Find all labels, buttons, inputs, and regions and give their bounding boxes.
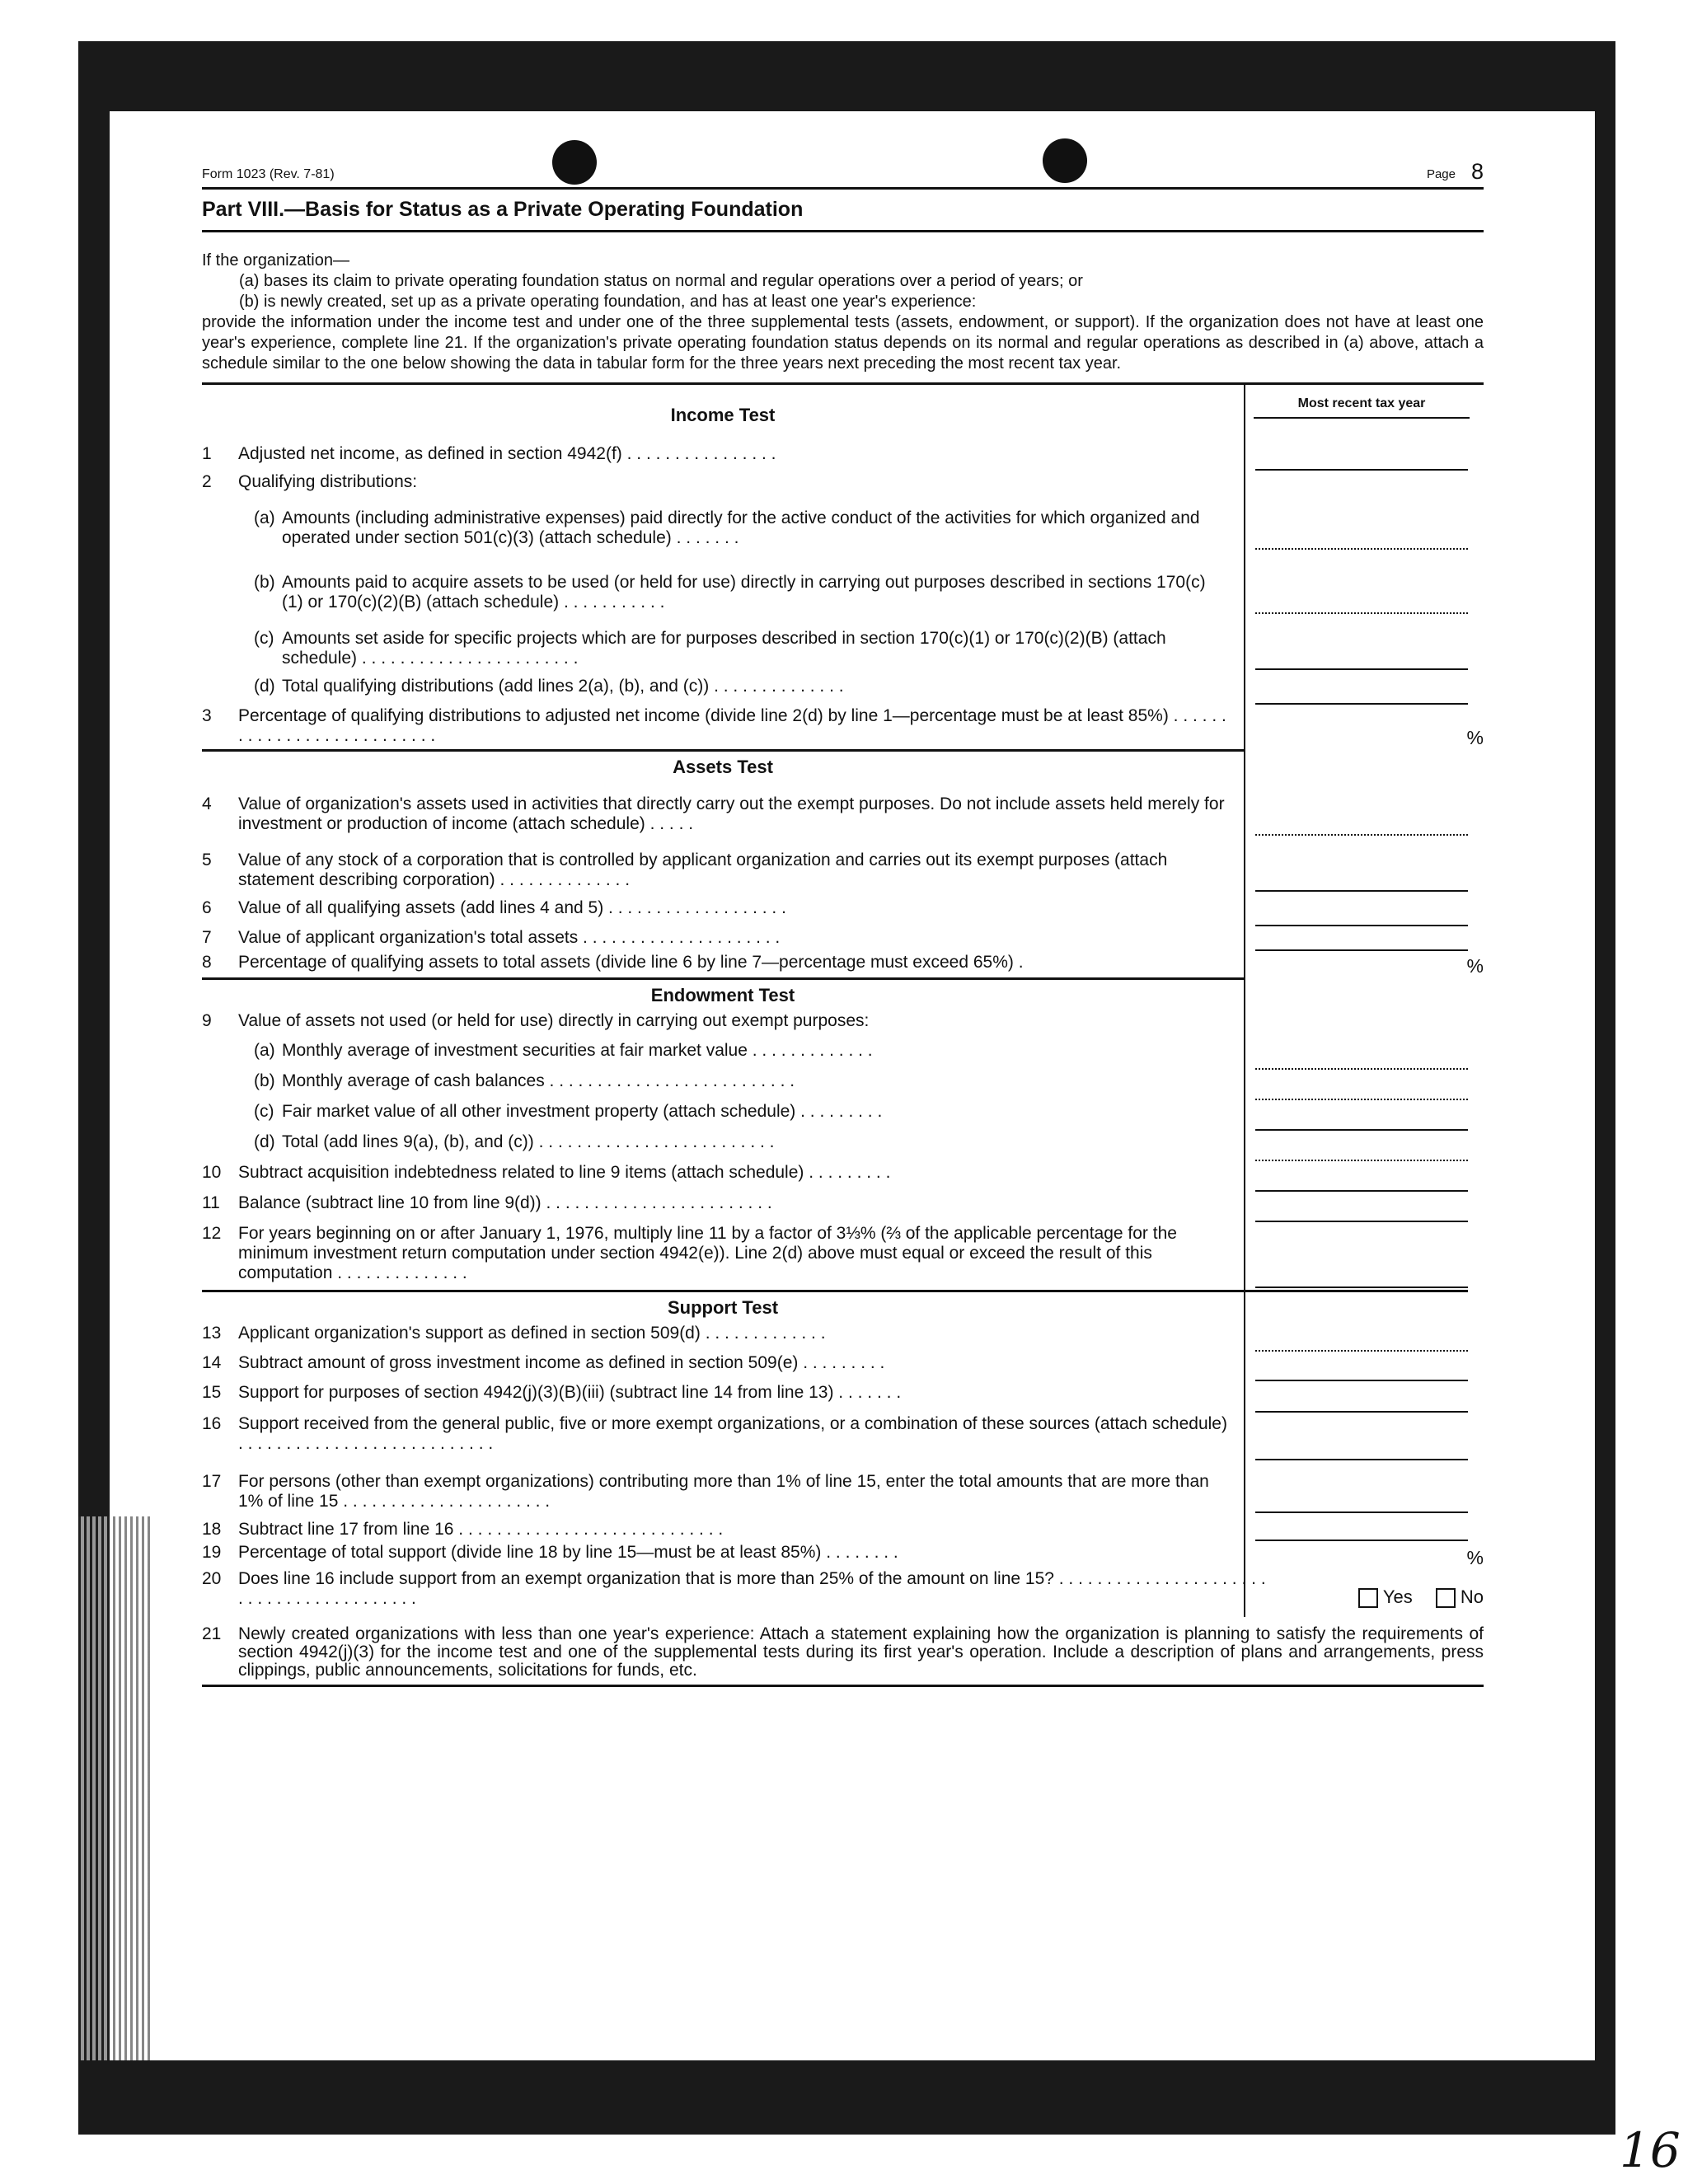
line-8-percent: % (1466, 955, 1484, 977)
line-15-text: Support for purposes of section 4942(j)(3)(B)(iii) (subtract line 14 from line 13) . . . . . . . (238, 1383, 902, 1402)
line-number: 12 (202, 1224, 222, 1243)
intro-lead: If the organization— (202, 251, 349, 269)
sub-label: (b) (254, 1071, 275, 1090)
line-7-text: Value of applicant organization's total assets . . . . . . . . . . . . . . . . . . . . . (238, 928, 781, 947)
line-10-amount-field[interactable] (1255, 1174, 1468, 1192)
no-label: No (1460, 1586, 1484, 1607)
line-4 (202, 794, 1484, 851)
line-14 (202, 1353, 1484, 1383)
line-17 (202, 1472, 1484, 1520)
tests-table (202, 382, 1484, 1617)
line-13 (202, 1324, 1484, 1353)
line-2b-text: Amounts paid to acquire assets to be used (or held for use) directly in carrying out purposes described in sections 170(c)(1) or 170(c)(2)(B) (attach schedule) . . . . . . . . . . . (282, 573, 1206, 612)
page-label: Page (1426, 167, 1456, 181)
sub-label: (a) (254, 1041, 275, 1060)
line-2a-text: Amounts (including administrative expenses) paid directly for the active conduct of the activities for which organized and operated under section 501(c)(3) (attach schedule) . . . . . . . (282, 509, 1200, 547)
intro-body: provide the information under the income test and under one of the three supplemental tests (assets, endowment, or support). If the organization does not have at least one year's experience, complete line 21. If the organization's private operating foundation status depends on its normal and regular operations as described in (a) above, attach a schedule similar to the one below showing the data in tabular form for the three years next preceding the most recent tax year. (202, 313, 1484, 373)
intro-b: (b) is newly created, set up as a private operating foundation, and has at least one year's experience: (239, 293, 977, 311)
line-2-text: Qualifying distributions: (238, 472, 418, 491)
line-7 (202, 928, 1484, 953)
line-number: 7 (202, 928, 212, 947)
form-id: Form 1023 (Rev. 7-81) (202, 167, 335, 181)
line-14-amount-field[interactable] (1255, 1363, 1468, 1381)
sub-label: (c) (254, 629, 274, 648)
income-test-heading: Income Test (670, 405, 776, 425)
line-number: 19 (202, 1543, 222, 1562)
line-9d (202, 1132, 1484, 1163)
line-8 (202, 953, 1484, 977)
line-10 (202, 1163, 1484, 1193)
yes-checkbox[interactable] (1358, 1588, 1378, 1608)
line-11-text: Balance (subtract line 10 from line 9(d)) . . . . . . . . . . . . . . . . . . . . . . . . (238, 1193, 772, 1212)
line-9a-amount-field[interactable] (1255, 1052, 1468, 1070)
form-page (202, 152, 1484, 1687)
line-15 (202, 1383, 1484, 1414)
line-6-amount-field[interactable] (1255, 908, 1468, 926)
line-9b (202, 1071, 1484, 1102)
line-number: 13 (202, 1324, 222, 1343)
line-number: 14 (202, 1353, 222, 1372)
line-9b-text: Monthly average of cash balances . . . . . . . . . . . . . . . . . . . . . . . . . . (282, 1071, 795, 1090)
line-9-text: Value of assets not used (or held for use) directly in carrying out exempt purposes: (238, 1011, 870, 1030)
line-15-amount-field[interactable] (1255, 1394, 1468, 1413)
line-2d (202, 677, 1484, 706)
line-2 (202, 472, 1484, 509)
line-21 (202, 1625, 1484, 1687)
sub-label: (c) (254, 1102, 274, 1121)
line-11-amount-field[interactable] (1255, 1204, 1468, 1222)
line-4-text: Value of organization's assets used in activities that directly carry out the exempt purposes. Do not include assets held merely for investment or production of income (attach schedule) . . . . . (238, 794, 1225, 833)
line-9c-text: Fair market value of all other investment property (attach schedule) . . . . . . . . . (282, 1102, 883, 1121)
scan-border-top (82, 41, 1607, 111)
line-number: 3 (202, 706, 212, 725)
line-16 (202, 1414, 1484, 1472)
line-19 (202, 1543, 1484, 1569)
line-3-percent: % (1466, 727, 1484, 748)
line-5 (202, 851, 1484, 898)
line-17-amount-field[interactable] (1255, 1495, 1468, 1513)
line-18 (202, 1520, 1484, 1543)
line-19-text: Percentage of total support (divide line 18 by line 15—must be at least 85%) . . . . . . . . (238, 1543, 898, 1562)
line-number: 9 (202, 1011, 212, 1030)
line-6-text: Value of all qualifying assets (add lines 4 and 5) . . . . . . . . . . . . . . . . . . . (238, 898, 786, 917)
sub-label: (d) (254, 1132, 275, 1151)
line-number: 8 (202, 953, 212, 972)
line-12-text: For years beginning on or after January 1, 1976, multiply line 11 by a factor of 3⅓% (⅔ of the applicable percentage for the minimum investment return computation under section 4942(e)). Line 2(d) above must equal or exceed the result of this computation . . . . . . . . . . . . . . (238, 1224, 1177, 1282)
sub-label: (d) (254, 677, 275, 696)
line-9a-text: Monthly average of investment securities at fair market value . . . . . . . . . . . . . (282, 1041, 873, 1060)
line-6 (202, 898, 1484, 928)
line-number: 21 (202, 1624, 222, 1643)
line-9c-amount-field[interactable] (1255, 1113, 1468, 1131)
line-12-amount-field[interactable] (1255, 1270, 1468, 1288)
scan-noise-left (78, 1516, 152, 2060)
line-number: 15 (202, 1383, 222, 1402)
line-number: 11 (202, 1193, 220, 1212)
line-20 (202, 1569, 1484, 1617)
line-10-text: Subtract acquisition indebtedness related to line 9 items (attach schedule) . . . . . . . . . (238, 1163, 891, 1182)
line-number: 4 (202, 794, 212, 813)
yes-label: Yes (1382, 1586, 1413, 1607)
line-2d-text: Total qualifying distributions (add lines 2(a), (b), and (c)) . . . . . . . . . . . . . . (282, 677, 844, 696)
line-12 (202, 1224, 1484, 1290)
line-number: 16 (202, 1414, 222, 1433)
handwritten-page-mark: 16 (1620, 2122, 1681, 2178)
line-2c-text: Amounts set aside for specific projects which are for purposes described in section 170(c)(1) or 170(c)(2)(B) (attach schedule) . . . . . . . . . . . . . . . . . . . . . . . (282, 629, 1166, 668)
line-5-amount-field[interactable] (1255, 874, 1468, 892)
page-number: 8 (1470, 159, 1484, 184)
line-13-text: Applicant organization's support as defined in section 509(d) . . . . . . . . . . . . . (238, 1324, 826, 1343)
part-title: Part VIII.—Basis for Status as a Private Operating Foundation (202, 190, 1484, 232)
line-number: 20 (202, 1569, 222, 1588)
line-2d-amount-field[interactable] (1255, 687, 1468, 705)
line-8-text: Percentage of qualifying assets to total assets (divide line 6 by line 7—percentage must exceed 65%) . (238, 953, 1024, 972)
line-number: 17 (202, 1472, 222, 1491)
line-9c (202, 1102, 1484, 1132)
line-number: 18 (202, 1520, 222, 1539)
column-header: Most recent tax year (1254, 396, 1470, 419)
line-9a (202, 1041, 1484, 1071)
line-number: 2 (202, 472, 212, 491)
line-9b-amount-field[interactable] (1255, 1082, 1468, 1100)
line-14-text: Subtract amount of gross investment income as defined in section 509(e) . . . . . . . . . (238, 1353, 885, 1372)
line-9d-amount-field[interactable] (1255, 1143, 1468, 1161)
line-13-amount-field[interactable] (1255, 1333, 1468, 1352)
line-1-amount-field[interactable] (1255, 452, 1468, 471)
line-18-text: Subtract line 17 from line 16 . . . . . . . . . . . . . . . . . . . . . . . . . . . . (238, 1520, 724, 1539)
line-3-text: Percentage of qualifying distributions to adjusted net income (divide line 2(d) by line 1—percentage must be at least 85%) . . . . . . . . . . . . . . . . . . . . . . . . . . . (238, 706, 1226, 745)
scan-border-right (1595, 41, 1615, 2135)
assets-test-heading: Assets Test (673, 757, 773, 777)
line-7-amount-field[interactable] (1255, 933, 1468, 951)
line-3 (202, 706, 1484, 749)
line-1-text: Adjusted net income, as defined in section 4942(f) . . . . . . . . . . . . . . . . (238, 444, 776, 463)
line-9d-text: Total (add lines 9(a), (b), and (c)) . . . . . . . . . . . . . . . . . . . . . . . . . (282, 1132, 775, 1151)
line-19-percent: % (1466, 1547, 1484, 1568)
line-17-text: For persons (other than exempt organizations) contributing more than 1% of line 15, enter the total amounts that are more than 1% of line 15 . . . . . . . . . . . . . . . . . . . . . . (238, 1472, 1209, 1511)
line-11 (202, 1193, 1484, 1224)
line-number: 5 (202, 851, 212, 869)
line-2c-amount-field[interactable] (1255, 652, 1468, 670)
endowment-test-heading: Endowment Test (650, 985, 795, 1005)
line-21-text: Newly created organizations with less than one year's experience: Attach a statement explaining how the organization is planning to satisfy the requirements of section 4942(j)(3) for the income test and one of the supplemental tests during its first year's operation. Include a description of plans and arrangements, press clippings, public announcements, solicitations for funds, etc. (238, 1624, 1484, 1680)
support-test-heading: Support Test (667, 1297, 779, 1318)
line-number: 10 (202, 1163, 222, 1182)
line-16-text: Support received from the general public, five or more exempt organizations, or a combination of these sources (attach schedule) . . . . . . . . . . . . . . . . . . . . . . . . . . . (238, 1414, 1227, 1453)
line-2b-amount-field[interactable] (1255, 596, 1468, 614)
sub-label: (b) (254, 573, 275, 592)
line-1 (202, 444, 1484, 472)
intro-text (202, 251, 1484, 374)
line-number: 1 (202, 444, 212, 463)
no-checkbox[interactable] (1436, 1588, 1456, 1608)
line-5-text: Value of any stock of a corporation that is controlled by applicant organization and carries out its exempt purposes (attach statement describing corporation) . . . . . . . . . . . . . . (238, 851, 1168, 889)
line-20-yes-no (1353, 1587, 1484, 1608)
line-2c (202, 629, 1484, 677)
intro-a: (a) bases its claim to private operating foundation status on normal and regular operations over a period of years; or (239, 272, 1083, 290)
sub-label: (a) (254, 509, 275, 527)
line-number: 6 (202, 898, 212, 917)
page-header (202, 152, 1484, 190)
line-2a-amount-field[interactable] (1255, 532, 1468, 550)
line-9 (202, 1011, 1484, 1041)
line-2b (202, 573, 1484, 629)
line-4-amount-field[interactable] (1255, 818, 1468, 836)
line-2a (202, 509, 1484, 573)
line-20-text: Does line 16 include support from an exempt organization that is more than 25% of the amount on line 15? . . . . . . . . . . . . . . . . . . . . . . . . . . . . . . . . . . . . . . . . . (238, 1569, 1266, 1608)
line-18-amount-field[interactable] (1255, 1523, 1468, 1541)
scan-border-bottom (78, 2060, 1611, 2135)
line-16-amount-field[interactable] (1255, 1442, 1468, 1460)
